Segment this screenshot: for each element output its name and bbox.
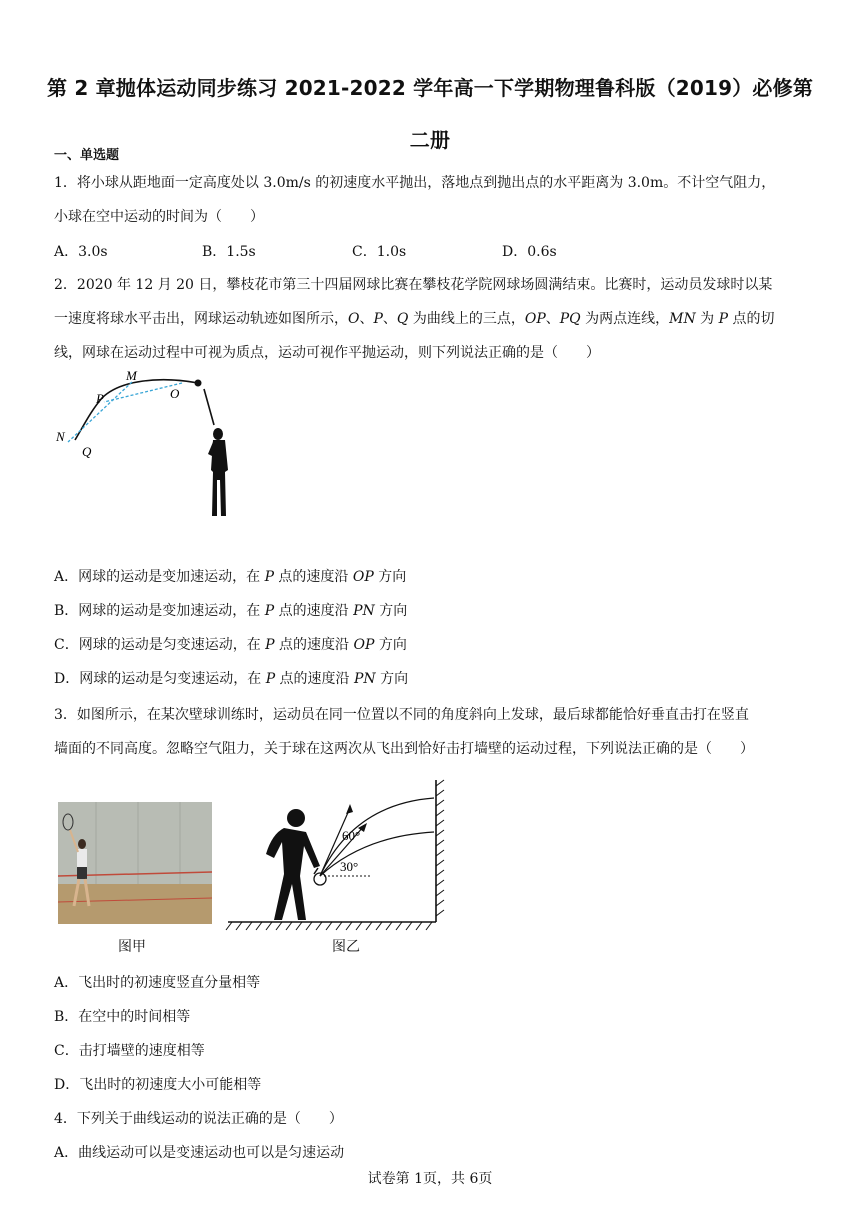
q4-option-a: A．曲线运动可以是变速运动也可以是匀速运动 xyxy=(54,1145,345,1161)
q1-line-2: 小球在空中运动的时间为（ ） xyxy=(54,209,264,225)
q3-line-2: 墙面的不同高度。忽略空气阻力，关于球在这两次从飞出到恰好击打墙壁的运动过程，下列说法正确的是（ ） xyxy=(54,741,754,757)
label-n: N xyxy=(56,429,65,444)
player-silhouette xyxy=(208,428,228,516)
label-o: O xyxy=(170,386,180,401)
q4-line-1: 4．下列关于曲线运动的说法正确的是（ ） xyxy=(54,1111,343,1127)
section-heading: 一、单选题 xyxy=(54,148,120,163)
q3-line-1: 3．如图所示，在某次壁球训练时，运动员在同一位置以不同的角度斜向上发球，最后球都能恰好垂直击打在竖直 xyxy=(54,707,749,723)
q2-option-d: D．网球的运动是匀变速运动，在 P 点的速度沿 PN 方向 xyxy=(54,671,409,687)
squash-photo xyxy=(58,802,212,924)
q2-line-1: 2．2020 年 12 月 20 日，攀枝花市第三十四届网球比赛在攀枝花学院网球场圆满结束。比赛时，运动员发球时以某 xyxy=(54,277,773,293)
title-line-2: 二册 xyxy=(409,128,451,152)
q3-option-a: A．飞出时的初速度竖直分量相等 xyxy=(54,975,261,991)
tennis-trajectory-figure xyxy=(50,362,250,527)
caption-figure-a: 图甲 xyxy=(118,939,146,955)
q3-option-b: B．在空中的时间相等 xyxy=(54,1009,191,1025)
angle-30-label: 30° xyxy=(340,859,359,874)
wall-hatch xyxy=(436,780,444,916)
q2-line-2: 一速度将球水平击出，网球运动轨迹如图所示，O、P、Q 为曲线上的三点，OP、PQ 为两点连线，MN 为 P 点的切 xyxy=(54,311,775,327)
trajectory-curve xyxy=(75,380,198,440)
q2-option-b: B．网球的运动是变加速运动，在 P 点的速度沿 PN 方向 xyxy=(54,603,408,619)
player-silhouette-2 xyxy=(266,809,320,920)
racket-handle xyxy=(204,389,214,425)
q1-line-1: 1．将小球从距地面一定高度处以 3.0m/s 的初速度水平抛出，落地点到抛出点的水平距离为 3.0m。不计空气阻力， xyxy=(54,175,776,191)
label-q: Q xyxy=(82,444,92,459)
caption-figure-b: 图乙 xyxy=(332,939,360,955)
q3-option-d: D．飞出时的初速度大小可能相等 xyxy=(54,1077,262,1093)
ball xyxy=(195,380,202,387)
squash-diagram xyxy=(224,776,456,936)
q2-option-c: C．网球的运动是匀变速运动，在 P 点的速度沿 OP 方向 xyxy=(54,637,407,653)
q1-option-b: B．1.5s xyxy=(202,244,256,260)
q2-line-3: 线，网球在运动过程中可视为质点，运动可视作平抛运动，则下列说法正确的是（ ） xyxy=(54,345,600,361)
q1-option-a: A．3.0s xyxy=(54,244,108,260)
page-title xyxy=(30,62,830,166)
q3-option-c: C．击打墙壁的速度相等 xyxy=(54,1043,205,1059)
label-m: M xyxy=(126,368,137,383)
q1-option-d: D．0.6s xyxy=(502,244,557,260)
label-p: P xyxy=(96,391,104,406)
ground-hatch xyxy=(226,922,432,930)
q1-option-c: C．1.0s xyxy=(352,244,407,260)
q2-option-a: A．网球的运动是变加速运动，在 P 点的速度沿 OP 方向 xyxy=(54,569,407,585)
title-line-1: 第 2 章抛体运动同步练习 2021-2022 学年高一下学期物理鲁科版（2019）必修第 xyxy=(46,76,814,100)
page-footer: 试卷第 1页，共 6页 xyxy=(367,1171,493,1187)
angle-60-label: 60° xyxy=(342,828,361,843)
